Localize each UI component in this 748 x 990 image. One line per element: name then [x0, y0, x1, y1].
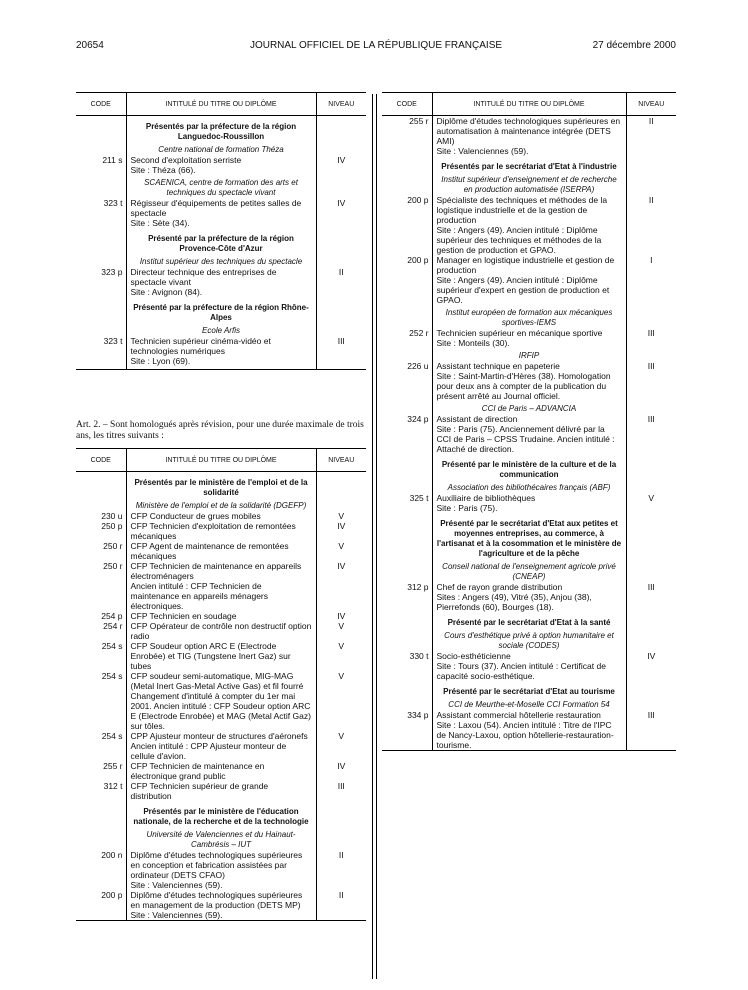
level: III — [337, 781, 345, 791]
level: V — [648, 493, 655, 503]
code: 250 p — [101, 521, 123, 531]
note: Ancien intitulé : CPP Ajusteur monteur de cellule d'avion. — [130, 741, 287, 761]
level: IV — [337, 761, 346, 771]
page-number: 20654 — [76, 40, 104, 51]
site: Site : Lyon (69). — [130, 356, 191, 366]
note: Site : Saint-Martin-d'Hères (38). Homologation pour deux ans à compter de la publication du présent arrêté au Journal officiel. — [436, 371, 611, 401]
title: Second d'exploitation serriste — [130, 155, 242, 165]
note: Site : Paris (75). — [436, 503, 498, 513]
code: 211 s — [102, 155, 123, 165]
level: V — [338, 541, 345, 551]
table-row — [76, 621, 366, 641]
title: CFP Technicien de maintenance en électronique grand public — [130, 761, 265, 781]
table-row — [382, 710, 676, 751]
title: Régisseur d'équipements de petites salles de spectacle — [130, 198, 302, 218]
section-heading: Présentés par le ministère de l'éducation nationale, de la recherche et de la technologie — [133, 807, 309, 826]
code: 330 t — [409, 651, 429, 661]
article-2: Art. 2. – Sont homologués après révision, pour une durée maximale de trois ans, les titres suivants : — [76, 420, 364, 441]
section-heading: Présenté par le ministère de la culture et de la communication — [441, 460, 617, 479]
col-level-header: NIVEAU — [316, 449, 366, 472]
table-row — [76, 731, 366, 761]
code: 200 p — [407, 255, 429, 265]
institution: SCAENICA, centre de formation des arts et techniques du spectacle vivant — [144, 178, 298, 197]
title: Socio-esthéticienne — [436, 651, 511, 661]
table-row — [76, 761, 366, 781]
table-row — [382, 582, 676, 612]
section-heading: Présentés par le secrétariat d'Etat à l'industrie — [441, 162, 617, 171]
institution: Institut supérieur d'enseignement et de recherche en production automatisée (ISERPA) — [441, 175, 617, 194]
table-row — [382, 255, 676, 305]
title: Diplôme d'études technologiques supérieures en management de la production (DETS MP) — [130, 890, 303, 910]
title: CFP Technicien en soudage — [130, 611, 237, 621]
note: Site : Angers (49). Ancien intitulé : Diplôme supérieur des techniques et méthodes de la gestion de production et GPAO. — [436, 225, 602, 255]
level: II — [338, 267, 344, 277]
title: CFP soudeur semi-automatique, MIG-MAG (Metal Inert Gas-Metal Active Gas) et fil fourré — [130, 671, 304, 691]
note: Ancien intitulé : CFP Technicien de maintenance en appareils ménagers électroniques. — [130, 581, 269, 611]
code: 323 p — [101, 267, 123, 277]
institution: Université de Valenciennes et du Hainaut-Cambrésis – IUT — [146, 830, 296, 849]
code: 324 p — [407, 414, 429, 424]
level: V — [338, 731, 345, 741]
table-row — [76, 641, 366, 671]
note: Site : Valenciennes (59). — [130, 910, 223, 920]
level: III — [316, 336, 366, 370]
note: Site : Valenciennes (59). — [436, 146, 529, 156]
note: Changement d'intitulé à compter du 1er mai 2001. Ancien intitulé : CFP Soudeur option ARC E (Electrode Enrobée) et MAG (Metal Actif Gaz) sur tôles. — [130, 691, 311, 731]
column-separator — [376, 94, 377, 979]
title: CFP Technicien de maintenance en appareils électroménagers — [130, 561, 302, 581]
title: Spécialiste des techniques et méthodes de la logistique industrielle et de la gestion de production — [436, 195, 608, 225]
table-row — [76, 611, 366, 621]
code: 200 n — [101, 850, 123, 860]
title: Diplôme d'études technologiques supérieures en automatisation à maintenance intégrée (DETS AMI) — [436, 116, 621, 146]
level: III — [647, 582, 655, 592]
section-heading: Présenté par la préfecture de la région Rhône-Alpes — [133, 303, 309, 322]
title: Directeur technique des entreprises de spectacle vivant — [130, 267, 277, 287]
title: Assistant commercial hôtellerie restauration — [436, 710, 601, 720]
code: 254 s — [101, 671, 123, 681]
title: Chef de rayon grande distribution — [436, 582, 563, 592]
col-code-header: CODE — [382, 93, 432, 116]
code: 255 r — [103, 761, 123, 771]
code: 250 r — [103, 561, 123, 571]
institution: Institut supérieur des techniques du spectacle — [139, 257, 303, 266]
level: III — [626, 710, 676, 751]
title: CFP Soudeur option ARC E (Electrode Enrobée) et TIG (Tungstene Inert Gaz) sur tubes — [130, 641, 291, 671]
table-row — [382, 116, 676, 157]
title: Assistant de direction — [436, 414, 518, 424]
code: 254 p — [101, 611, 123, 621]
site: Site : Théza (66). — [130, 165, 196, 175]
institution: Ecole Arfis — [202, 326, 240, 335]
code: 325 t — [409, 493, 429, 503]
level: I — [650, 255, 653, 265]
level: II — [648, 195, 654, 205]
table-row — [382, 328, 676, 348]
title: CFP Technicien d'exploitation de remontées mécaniques — [130, 521, 296, 541]
table-row — [76, 781, 366, 801]
code: 323 t — [76, 336, 126, 370]
level: II — [338, 850, 344, 860]
note: Site : Valenciennes (59). — [130, 880, 223, 890]
col-title-header: INTITULÉ DU TITRE OU DIPLÔME — [126, 449, 316, 472]
section-heading: Présenté par le secrétariat d'Etat au tourisme — [443, 687, 615, 696]
level: III — [647, 361, 655, 371]
level: IV — [647, 651, 656, 661]
col-title-header: INTITULÉ DU TITRE OU DIPLÔME — [432, 93, 626, 116]
institution: Conseil national de l'enseignement agricole privé (CNEAP) — [442, 562, 616, 581]
level: II — [316, 890, 366, 921]
level: III — [647, 414, 655, 424]
note: Site : Paris (75). Anciennement délivré par la CCI de Paris – CPSS Trudaine. Ancien intitulé : Attaché de direction. — [436, 424, 615, 454]
table-row — [382, 493, 676, 513]
code: 312 p — [407, 582, 429, 592]
table-row — [76, 561, 366, 611]
institution: CCI de Meurthe-et-Moselle CCI Formation 54 — [448, 700, 610, 709]
level: IV — [337, 155, 346, 165]
level: IV — [337, 561, 346, 571]
code: 200 p — [407, 195, 429, 205]
code: 312 t — [103, 781, 123, 791]
title: CFP Agent de maintenance de remontées mécaniques — [130, 541, 289, 561]
title: Technicien supérieur cinéma-vidéo et technologies numériques — [130, 336, 271, 356]
col-title-header: INTITULÉ DU TITRE OU DIPLÔME — [126, 93, 316, 116]
note: Site : Monteils (30). — [436, 338, 510, 348]
note: Site : Laxou (54). Ancien intitulé : Titre de l'IPC de Nancy-Laxou, option hôtellerie-restauration-tourisme. — [436, 720, 614, 750]
table-2 — [76, 448, 366, 921]
page-header — [76, 40, 676, 54]
title: Manager en logistique industrielle et gestion de production — [436, 255, 615, 275]
level: IV — [337, 198, 346, 208]
level: V — [338, 641, 345, 651]
institution: Cours d'esthétique privé à option humanitaire et sociale (CODES) — [444, 631, 614, 650]
table-1 — [76, 92, 366, 370]
institution: Centre national de formation Théza — [158, 145, 284, 154]
column-separator — [372, 94, 373, 979]
title: CFP Technicien supérieur de grande distribution — [130, 781, 269, 801]
institution: IRFIP — [518, 351, 540, 360]
title: Technicien supérieur en mécanique sportive — [436, 328, 603, 338]
code: 230 u — [101, 511, 123, 521]
level: V — [338, 621, 345, 631]
level: V — [338, 671, 345, 681]
table-row — [76, 890, 366, 921]
note: Site : Angers (49). Ancien intitulé : Diplôme supérieur d'expert en gestion de production et GPAO. — [436, 275, 610, 305]
table-row — [76, 541, 366, 561]
code: 334 p — [382, 710, 432, 751]
level: V — [338, 511, 345, 521]
table-row — [76, 850, 366, 890]
journal-title: JOURNAL OFFICIEL DE LA RÉPUBLIQUE FRANÇAISE — [249, 40, 503, 51]
institution: Institut européen de formation aux mécaniques sportives-IEMS — [445, 308, 613, 327]
code: 254 s — [101, 731, 123, 741]
title: Assistant technique en papeterie — [436, 361, 560, 371]
table-3 — [382, 92, 676, 751]
section-heading: Présenté par le secrétariat d'Etat à la santé — [447, 618, 611, 627]
publication-date: 27 décembre 2000 — [592, 40, 676, 51]
level: II — [648, 116, 654, 126]
level: IV — [337, 611, 346, 621]
code: 252 r — [409, 328, 429, 338]
institution: CCI de Paris – ADVANCIA — [481, 404, 577, 413]
col-code-header: CODE — [76, 449, 126, 472]
table-row — [382, 195, 676, 255]
title: Auxiliaire de bibliothèques — [436, 493, 536, 503]
site: Site : Sète (34). — [130, 218, 190, 228]
section-heading: Présenté par la préfecture de la région Provence-Côte d'Azur — [148, 234, 294, 253]
col-code-header: CODE — [76, 93, 126, 116]
level: IV — [337, 521, 346, 531]
institution: Ministère de l'emploi et de la solidarité (DGEFP) — [135, 501, 307, 510]
site: Site : Avignon (84). — [130, 287, 203, 297]
section-heading: Présenté par le secrétariat d'Etat aux petites et moyennes entreprises, au commerce, à l'artisanat et à la cosommation et le ministère de l'agriculture et de la pêche — [436, 519, 622, 558]
code: 250 r — [103, 541, 123, 551]
note: Sites : Angers (49), Vitré (35), Anjou (38), Pierrefonds (60), Bourges (18). — [436, 592, 592, 612]
title: CPP Ajusteur monteur de structures d'aéronefs — [130, 731, 308, 741]
table-row — [76, 671, 366, 731]
table-row — [76, 511, 366, 521]
code: 226 u — [407, 361, 429, 371]
table-row — [382, 361, 676, 401]
title: Diplôme d'études technologiques supérieures en conception et fabrication assistées par ordinateur (DETS CFAO) — [130, 850, 303, 880]
section-heading: Présentés par le ministère de l'emploi et de la solidarité — [134, 478, 308, 497]
title: CFP Conducteur de grues mobiles — [130, 511, 261, 521]
level: III — [647, 328, 655, 338]
col-level-header: NIVEAU — [626, 93, 676, 116]
section-heading: Présentés par la préfecture de la région Languedoc-Roussillon — [145, 122, 297, 141]
code: 323 t — [103, 198, 123, 208]
code: 255 r — [409, 116, 429, 126]
table-row — [76, 521, 366, 541]
title: CFP Opérateur de contrôle non destructif option radio — [130, 621, 312, 641]
code: 254 s — [101, 641, 123, 651]
table-row — [382, 414, 676, 454]
institution: Association des bibliothécaires français (ABF) — [447, 483, 611, 492]
code: 200 p — [76, 890, 126, 921]
note: Site : Tours (37). Ancien intitulé : Certificat de capacité socio-esthétique. — [436, 661, 606, 681]
code: 254 r — [103, 621, 123, 631]
col-level-header: NIVEAU — [316, 93, 366, 116]
table-row — [382, 651, 676, 681]
